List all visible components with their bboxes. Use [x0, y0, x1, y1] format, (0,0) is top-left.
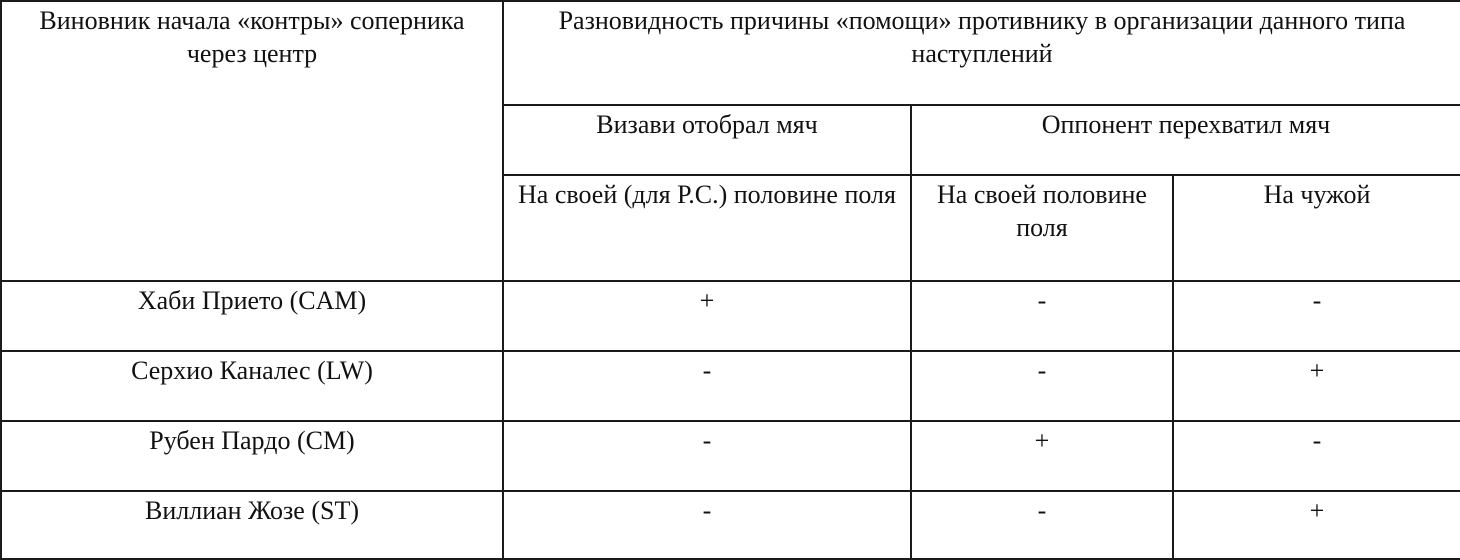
player-cell: Хаби Прието (CAM) — [1, 281, 503, 351]
intercept-other-cell: - — [1173, 281, 1460, 351]
player-cell: Виллиан Жозе (ST) — [1, 491, 503, 559]
own-half-rs-header: На своей (для Р.С.) половине поля — [503, 175, 911, 281]
intercept-own-cell: - — [911, 351, 1173, 421]
opponent-half-header: На чужой — [1173, 175, 1460, 281]
tackle-own-cell: - — [503, 421, 911, 491]
tackle-header: Визави отобрал мяч — [503, 105, 911, 175]
table-row — [1, 281, 1460, 351]
intercept-other-cell: + — [1173, 491, 1460, 559]
reason-group-header: Разновидность причины «помощи» противнику в организации данного типа наступлений — [503, 1, 1460, 105]
intercept-own-cell: - — [911, 491, 1173, 559]
intercept-other-cell: + — [1173, 351, 1460, 421]
header-row-1 — [1, 1, 1460, 105]
player-cell: Рубен Пардо (CM) — [1, 421, 503, 491]
tackle-own-cell: + — [503, 281, 911, 351]
table-row — [1, 491, 1460, 559]
player-cell: Серхио Каналес (LW) — [1, 351, 503, 421]
own-half-header: На своей половине поля — [911, 175, 1173, 281]
intercept-header: Оппонент перехватил мяч — [911, 105, 1460, 175]
culprit-header: Виновник начала «контры» соперника через центр — [1, 1, 503, 281]
table-row — [1, 421, 1460, 491]
intercept-other-cell: - — [1173, 421, 1460, 491]
intercept-own-cell: - — [911, 281, 1173, 351]
tackle-own-cell: - — [503, 491, 911, 559]
intercept-own-cell: + — [911, 421, 1173, 491]
tackle-own-cell: - — [503, 351, 911, 421]
table-row — [1, 351, 1460, 421]
